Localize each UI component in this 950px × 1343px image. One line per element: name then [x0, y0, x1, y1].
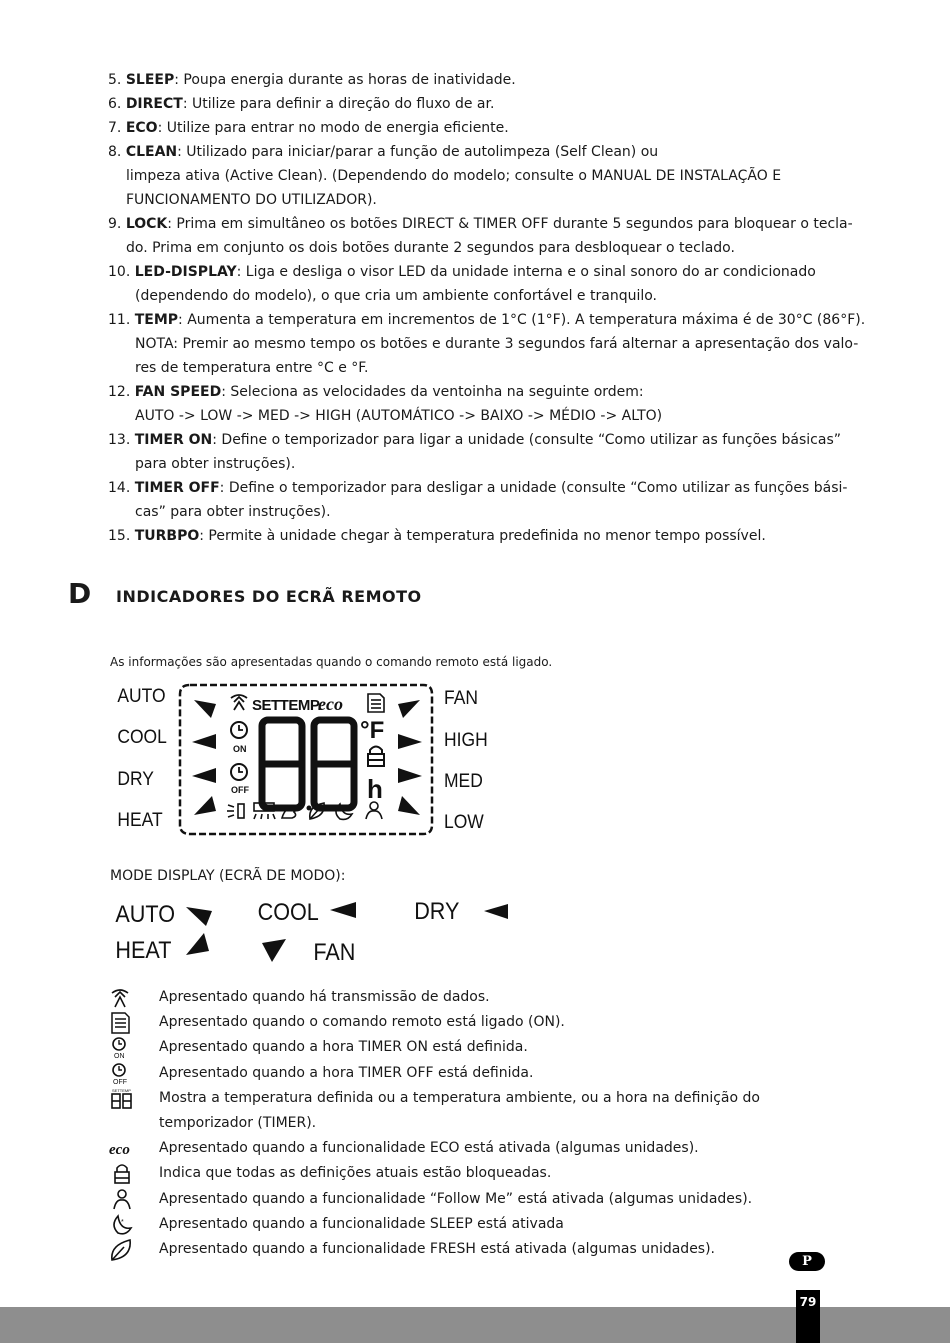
follow-me-icon	[108, 1189, 138, 1211]
mode-cool-label: COOL	[257, 897, 319, 926]
item-text: : Liga e desliga o visor LED da unidade interna e o sinal sonoro do ar condicionado	[236, 264, 816, 280]
language-badge: P	[789, 1252, 825, 1271]
page-number: 79	[796, 1290, 820, 1343]
lcd-fan-med: MED	[444, 769, 483, 792]
item-text: : Poupa energia durante as horas de inatividade.	[174, 72, 516, 88]
arrow-right-icon	[398, 734, 422, 749]
lcd-settemp-label: SETTEMP.	[252, 697, 322, 714]
list-item-sleep	[108, 68, 878, 92]
legend-row	[108, 1212, 828, 1237]
list-item-fan-speed	[108, 380, 878, 428]
legend-row	[108, 1086, 828, 1136]
lcd-digits	[262, 720, 354, 811]
lcd-eco-label: eco	[318, 694, 343, 714]
item-text: : Define o temporizador para desligar a unidade (consulte “Como utilizar as funções bási-	[219, 480, 848, 496]
mode-heat-label: HEAT	[115, 935, 172, 964]
section-letter: D	[68, 577, 92, 610]
item-key: FAN SPEED	[134, 384, 222, 400]
list-item-eco	[108, 116, 878, 140]
item-number: 9.	[108, 216, 122, 232]
item-text-continuation: para obter instruções).	[135, 456, 296, 472]
item-key: ECO	[125, 120, 158, 136]
item-text-continuation: cas” para obter instruções).	[135, 504, 331, 520]
lcd-fan-low: LOW	[444, 810, 484, 833]
remote-on-icon	[108, 1012, 138, 1034]
legend-text: Apresentado quando a funcionalidade ECO está ativada (algumas unidades).	[159, 1140, 699, 1157]
indicator-legend	[108, 985, 828, 1262]
legend-text: Apresentado quando há transmissão de dados.	[159, 989, 490, 1005]
item-number: 6.	[108, 96, 122, 112]
item-key: TURBPO	[134, 528, 200, 544]
lcd-timer-on-icon	[231, 722, 247, 754]
settemp-text: SETTEMP	[112, 1087, 131, 1093]
item-key: LED-DISPLAY	[134, 264, 237, 280]
cool-arrow-icon	[330, 902, 356, 918]
list-item-direct	[108, 92, 878, 116]
item-number: 7.	[108, 120, 122, 136]
item-text-continuation: res de temperatura entre °C e °F.	[135, 360, 369, 376]
lcd-mode-cool: COOL	[117, 725, 167, 748]
remote-lcd-diagram	[110, 680, 500, 840]
item-number: 10.	[108, 264, 131, 280]
follow-me-icon	[366, 802, 382, 819]
legend-row	[108, 1187, 828, 1212]
item-text: : Define o temporizador para ligar a unidade (consulte “Como utilizar as funções básicas”	[212, 432, 841, 448]
lock-icon	[108, 1163, 138, 1185]
legend-text: Apresentado quando a funcionalidade “Follow Me” está ativada (algumas unidades).	[159, 1190, 753, 1207]
lcd-timer-off-icon	[231, 764, 249, 795]
auto-arrow-icon	[186, 907, 212, 926]
digits-icon	[108, 1088, 138, 1110]
legend-text: Mostra a temperatura definida ou a temperatura ambiente, ou a hora na definição do temporizador (TIMER).	[159, 1089, 760, 1131]
lcd-mode-heat: HEAT	[117, 808, 163, 831]
list-item-turbo	[108, 524, 878, 548]
item-text: : Seleciona as velocidades da ventoinha na seguinte ordem:	[221, 384, 644, 400]
lcd-transmission-icon	[231, 695, 247, 710]
lcd-on-label: ON	[233, 744, 247, 754]
legend-row	[108, 1161, 828, 1186]
mode-fan-label: FAN	[313, 937, 356, 966]
item-text: : Utilize para entrar no modo de energia eficiente.	[157, 120, 509, 136]
timer-off-icon	[108, 1063, 138, 1085]
item-text: : Utilize para definir a direção do fluxo de ar.	[182, 96, 495, 112]
lcd-right-arrows	[398, 700, 422, 815]
item-number: 12.	[108, 384, 131, 400]
mode-display-diagram	[110, 893, 530, 973]
item-number: 14.	[108, 480, 131, 496]
item-text-continuation: (dependendo do modelo), o que cria um ambiente confortável e tranquilo.	[135, 288, 657, 304]
section-title: INDICADORES DO ECRÃ REMOTO	[116, 587, 422, 606]
lcd-off-label: OFF	[231, 785, 249, 795]
mode-dry-label: DRY	[414, 896, 460, 925]
lcd-fan-label: FAN	[444, 686, 478, 709]
legend-row	[108, 1035, 828, 1060]
lcd-remote-on-icon	[368, 694, 384, 712]
legend-text: Apresentado quando o comando remoto está ligado (ON).	[159, 1014, 565, 1031]
sleep-icon	[108, 1214, 138, 1236]
item-number: 11.	[108, 312, 131, 328]
list-item-timer-off	[108, 476, 878, 524]
item-number: 5.	[108, 72, 122, 88]
item-key: SLEEP	[125, 72, 175, 88]
item-text-continuation: AUTO -> LOW -> MED -> HIGH (AUTOMÁTICO -> BAIXO -> MÉDIO -> ALTO)	[135, 408, 663, 424]
arrow-up-left-icon	[398, 796, 420, 815]
fan-arrow-icon	[262, 939, 286, 962]
list-item-clean	[108, 140, 878, 212]
item-number: 15.	[108, 528, 131, 544]
item-text: : Prima em simultâneo os botões DIRECT & TIMER OFF durante 5 segundos para bloquear o tecla-	[167, 216, 853, 232]
eco-text: eco	[109, 1142, 130, 1159]
mode-display-label: MODE DISPLAY (ECRÃ DE MODO):	[110, 868, 346, 884]
arrow-left-icon	[192, 768, 216, 783]
list-item-temp	[108, 308, 878, 380]
item-key: LOCK	[125, 216, 168, 232]
legend-text: Apresentado quando a funcionalidade FRESH está ativada (algumas unidades).	[159, 1240, 716, 1257]
item-key: TEMP	[134, 312, 179, 328]
off-text: OFF	[113, 1078, 127, 1085]
legend-row	[108, 1061, 828, 1086]
arrow-up-right-icon	[194, 796, 216, 815]
transmission-icon	[108, 987, 138, 1009]
item-number: 13.	[108, 432, 131, 448]
item-text-continuation: FUNCIONAMENTO DO UTILIZADOR).	[126, 192, 377, 208]
legend-row	[108, 985, 828, 1010]
timer-on-icon	[108, 1037, 138, 1059]
arrow-left-icon	[192, 734, 216, 749]
lcd-lock-icon	[368, 747, 384, 767]
arrow-down-right-icon	[194, 700, 216, 718]
list-item-timer-on	[108, 428, 878, 476]
eco-icon	[108, 1138, 138, 1160]
item-key: CLEAN	[125, 144, 178, 160]
heat-arrow-icon	[186, 933, 209, 955]
lcd-mode-auto: AUTO	[117, 684, 166, 707]
legend-row	[108, 1010, 828, 1035]
item-text: : Permite à unidade chegar à temperatura predefinida no menor tempo possível.	[199, 528, 766, 544]
lcd-hours-label: h	[367, 774, 383, 804]
item-text-continuation: do. Prima em conjunto os dois botões durante 2 segundos para desbloquear o teclado.	[126, 240, 735, 256]
legend-text: Apresentado quando a funcionalidade SLEEP está ativada	[159, 1215, 564, 1232]
list-item-lock	[108, 212, 878, 260]
legend-text: Apresentado quando a hora TIMER OFF está definida.	[159, 1064, 534, 1081]
arrow-right-icon	[398, 768, 422, 783]
legend-row	[108, 1237, 828, 1262]
item-text-continuation: limpeza ativa (Active Clean). (Dependendo do modelo; consulte o MANUAL DE INSTALAÇÃO E	[126, 168, 782, 184]
item-text: : Aumenta a temperatura em incrementos de 1°C (1°F). A temperatura máxima é de 30°C (86°F).	[178, 312, 866, 328]
swing-icon	[227, 804, 244, 818]
intro-text: As informações são apresentadas quando o comando remoto está ligado.	[110, 655, 553, 669]
item-number: 8.	[108, 144, 122, 160]
svg-text:*: *	[121, 1218, 124, 1226]
dry-arrow-icon	[484, 904, 508, 919]
lcd-degree-label: °F	[360, 717, 385, 744]
on-text: ON	[114, 1053, 125, 1060]
legend-row	[108, 1136, 828, 1161]
legend-text: Indica que todas as definições atuais estão bloqueadas.	[159, 1165, 552, 1182]
arrow-down-left-icon	[398, 700, 420, 718]
legend-text: Apresentado quando a hora TIMER ON está definida.	[159, 1039, 528, 1056]
item-text-continuation: NOTA: Premir ao mesmo tempo os botões e durante 3 segundos fará alternar a apresentação dos valo-	[135, 336, 859, 352]
mode-auto-label: AUTO	[115, 899, 176, 928]
item-key: TIMER ON	[134, 432, 213, 448]
item-key: DIRECT	[125, 96, 183, 112]
lcd-left-arrows	[192, 700, 216, 815]
button-function-list	[108, 68, 878, 548]
lcd-mode-dry: DRY	[117, 767, 154, 790]
fresh-icon	[108, 1239, 138, 1261]
list-item-led-display	[108, 260, 878, 308]
item-text: : Utilizado para iniciar/parar a função de autolimpeza (Self Clean) ou	[177, 144, 659, 160]
item-key: TIMER OFF	[134, 480, 220, 496]
lcd-fan-high: HIGH	[444, 728, 488, 751]
